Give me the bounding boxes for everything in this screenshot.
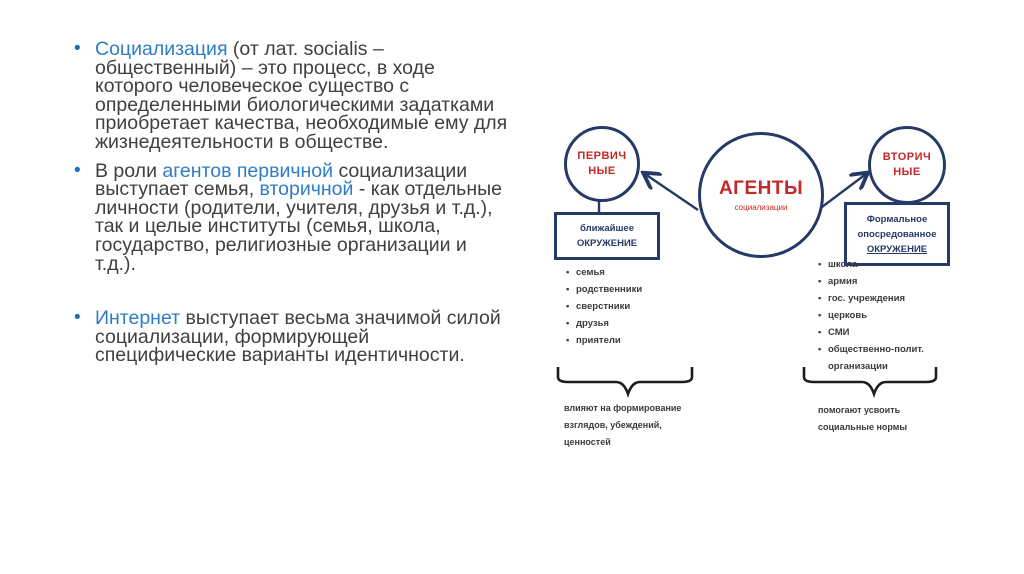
arrow-to-primary <box>645 174 698 210</box>
box-left-line2: ОКРУЖЕНИЕ <box>576 238 638 249</box>
box-right-line1: Формальное <box>866 213 928 225</box>
term-primary-agents: агентов первичной <box>162 159 334 182</box>
agents-title: АГЕНТЫ <box>718 178 804 199</box>
box-left-line1: ближайшее <box>580 223 634 234</box>
bullet-dot: • <box>74 38 81 59</box>
text-column <box>72 40 512 365</box>
list-item: • СМИ <box>818 327 850 338</box>
primary-agents-circle <box>564 126 640 202</box>
brace-left <box>558 367 692 394</box>
caption-secondary-influence: помогают усвоить социальные нормы <box>818 405 908 432</box>
bullet-text: социализации выступает семья, <box>95 159 468 201</box>
bullet-text: выступает весьма значимой силой социализации, формирующей специфические варианты идентичности. <box>95 307 501 367</box>
primary-agents-list <box>566 264 642 349</box>
list-item: • семья <box>566 267 605 278</box>
caption-primary-influence: влияют на формирование взглядов, убеждений, ценностей <box>564 403 682 447</box>
agents-subtitle: социализации <box>734 203 788 212</box>
list-item: • гос. учреждения <box>818 293 906 304</box>
secondary-label-line1: ВТОРИЧ <box>882 151 932 163</box>
box-right-line3: ОКРУЖЕНИЕ <box>866 243 928 255</box>
list-item: • армия <box>818 276 858 287</box>
list-item: • общественно-полит. <box>818 344 924 355</box>
list-item: • родственники <box>566 284 643 295</box>
list-item: • приятели <box>566 335 621 346</box>
list-item: организации <box>828 361 888 372</box>
secondary-agents-list <box>818 256 924 375</box>
secondary-label-line2: НЫЕ <box>893 166 921 178</box>
list-item: • школа <box>818 259 858 270</box>
box-right-line2: опосредованное <box>857 228 937 240</box>
immediate-environment-box <box>554 212 660 260</box>
bullet-text: (от лат. socialis – общественный) – это процесс, в ходе которого человеческое существо с определенными биологическими задатками приобретает качества, необходимые ему для жизнедеятельности в обществе. <box>95 38 508 153</box>
list-item: • сверстники <box>566 301 631 312</box>
primary-label-line1: ПЕРВИЧ <box>577 150 627 162</box>
bullet-text: - как отдельные личности (родители, учителя, друзья и т.д.), так и целые институты (семья, школа, государство, религиозные организации и т.д.). <box>95 178 502 275</box>
list-item: • друзья <box>566 318 609 329</box>
term-socialization: Социализация <box>95 38 228 60</box>
agents-diagram <box>548 112 968 472</box>
bullet-internet <box>72 309 512 365</box>
bullet-dot: • <box>74 159 81 181</box>
term-internet: Интернет <box>95 307 181 330</box>
bullet-socialization <box>72 40 512 152</box>
secondary-agents-circle <box>868 126 946 204</box>
agents-circle <box>698 132 824 258</box>
list-item: • церковь <box>818 310 868 321</box>
term-secondary: вторичной <box>259 178 354 201</box>
primary-label-line2: НЫЕ <box>588 165 616 177</box>
bullet-dot: • <box>74 307 81 329</box>
bullet-text: В роли <box>95 159 163 182</box>
bullet-agents <box>72 159 512 275</box>
